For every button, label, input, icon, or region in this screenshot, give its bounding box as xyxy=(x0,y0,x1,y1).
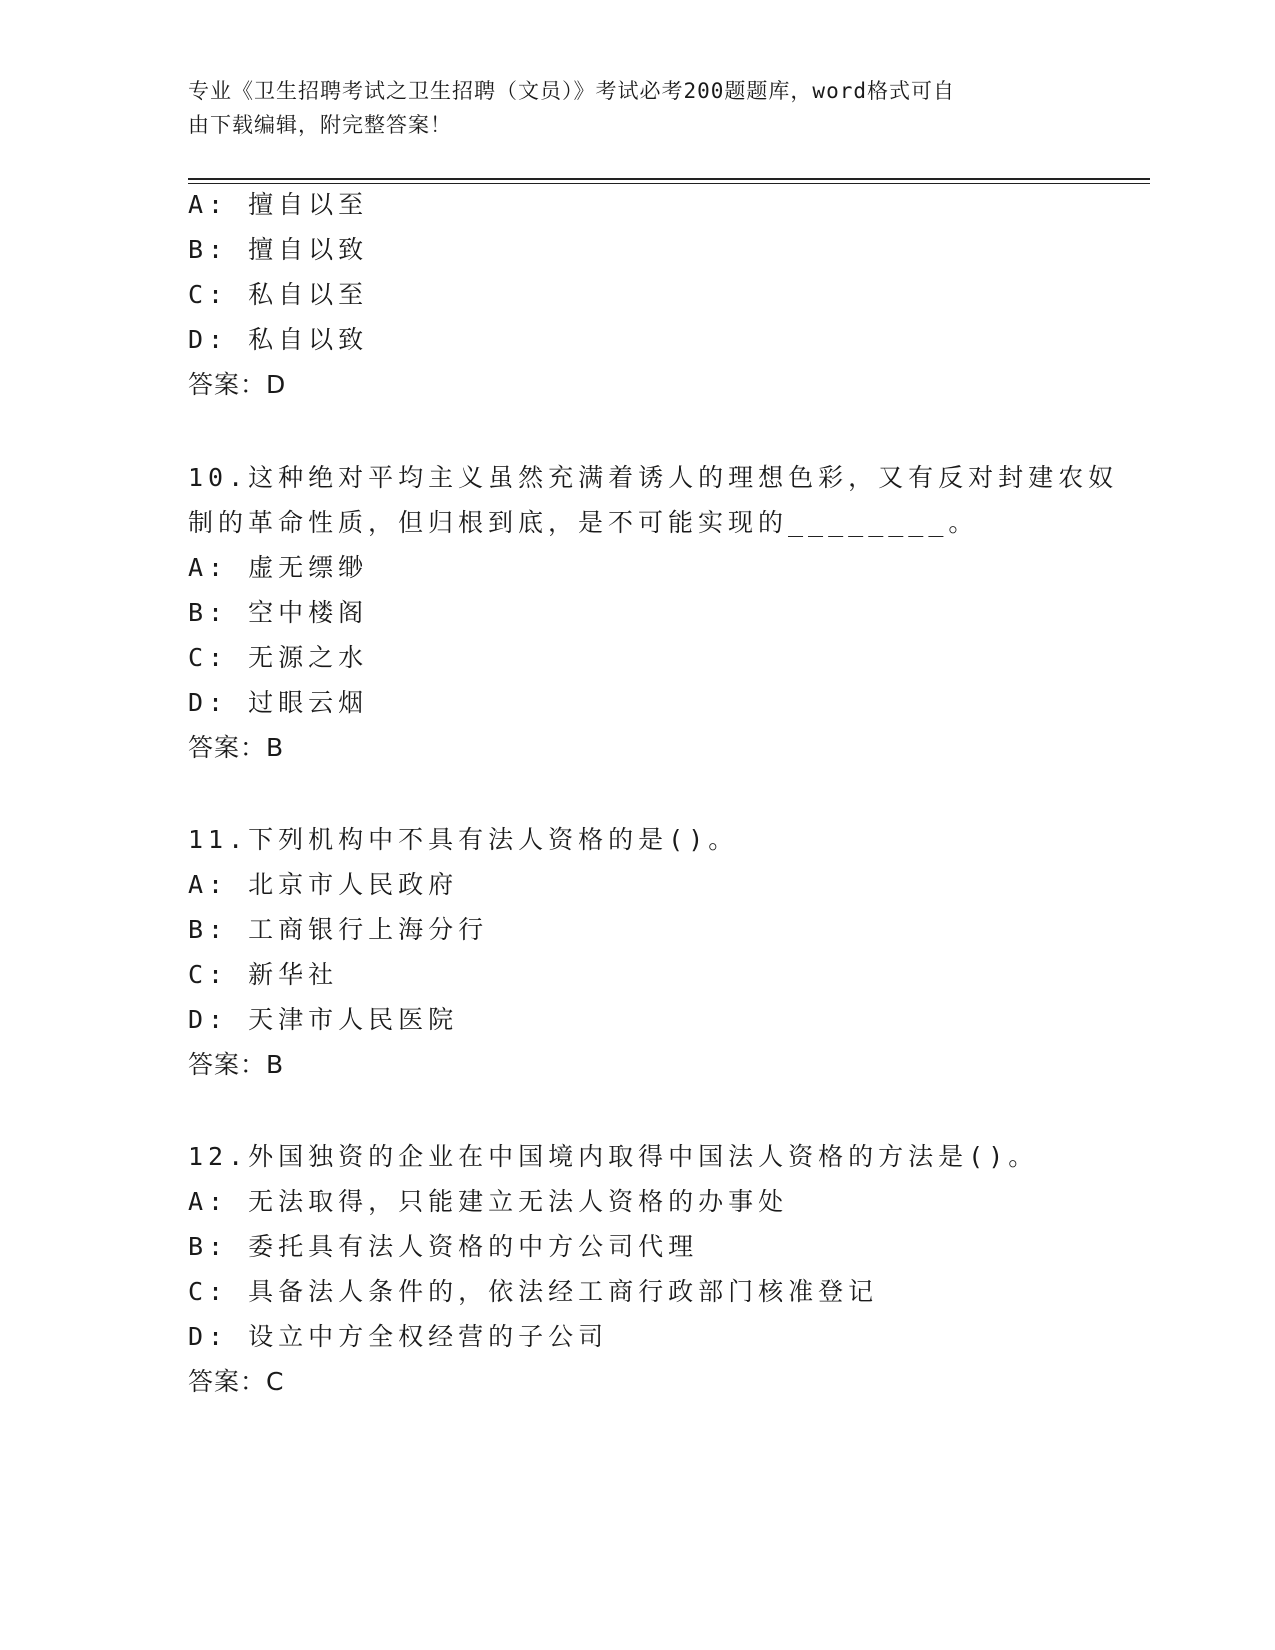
answer: 答案：D xyxy=(188,370,287,399)
option-b: B: 空中楼阁 xyxy=(188,598,369,627)
option-c: C: 无源之水 xyxy=(188,643,369,672)
answer: 答案：B xyxy=(188,1050,285,1079)
option-c: C: 新华社 xyxy=(188,960,339,989)
option-c: C: 私自以至 xyxy=(188,280,369,309)
question-stem: 12.外国独资的企业在中国境内取得中国法人资格的方法是()。 xyxy=(188,1142,1039,1171)
question-stem: 10.这种绝对平均主义虽然充满着诱人的理想色彩，又有反对封建农奴 xyxy=(188,463,1119,492)
document-header xyxy=(188,74,1088,142)
header-line-1: 专业《卫生招聘考试之卫生招聘（文员）》考试必考200题题库，word格式可自 xyxy=(188,79,955,103)
option-d: D: 天津市人民医院 xyxy=(188,1005,459,1034)
answer: 答案：B xyxy=(188,733,285,762)
option-b: B: 工商银行上海分行 xyxy=(188,915,489,944)
option-b: B: 委托具有法人资格的中方公司代理 xyxy=(188,1232,699,1261)
question-stem: 11.下列机构中不具有法人资格的是()。 xyxy=(188,825,739,854)
header-divider xyxy=(188,178,1150,180)
option-a: A: 擅自以至 xyxy=(188,190,369,219)
option-d: D: 设立中方全权经营的子公司 xyxy=(188,1322,609,1351)
option-c: C: 具备法人条件的，依法经工商行政部门核准登记 xyxy=(188,1277,879,1306)
option-a: A: 无法取得，只能建立无法人资格的办事处 xyxy=(188,1187,789,1216)
answer: 答案：C xyxy=(188,1367,285,1396)
option-b: B: 擅自以致 xyxy=(188,235,369,264)
option-d: D: 私自以致 xyxy=(188,325,369,354)
option-a: A: 虚无缥缈 xyxy=(188,553,369,582)
header-divider-thin xyxy=(188,183,1150,184)
header-line-2: 由下载编辑，附完整答案！ xyxy=(188,113,452,137)
question-stem-cont: 制的革命性质，但归根到底，是不可能实现的________。 xyxy=(188,508,979,537)
option-a: A: 北京市人民政府 xyxy=(188,870,459,899)
option-d: D: 过眼云烟 xyxy=(188,688,369,717)
